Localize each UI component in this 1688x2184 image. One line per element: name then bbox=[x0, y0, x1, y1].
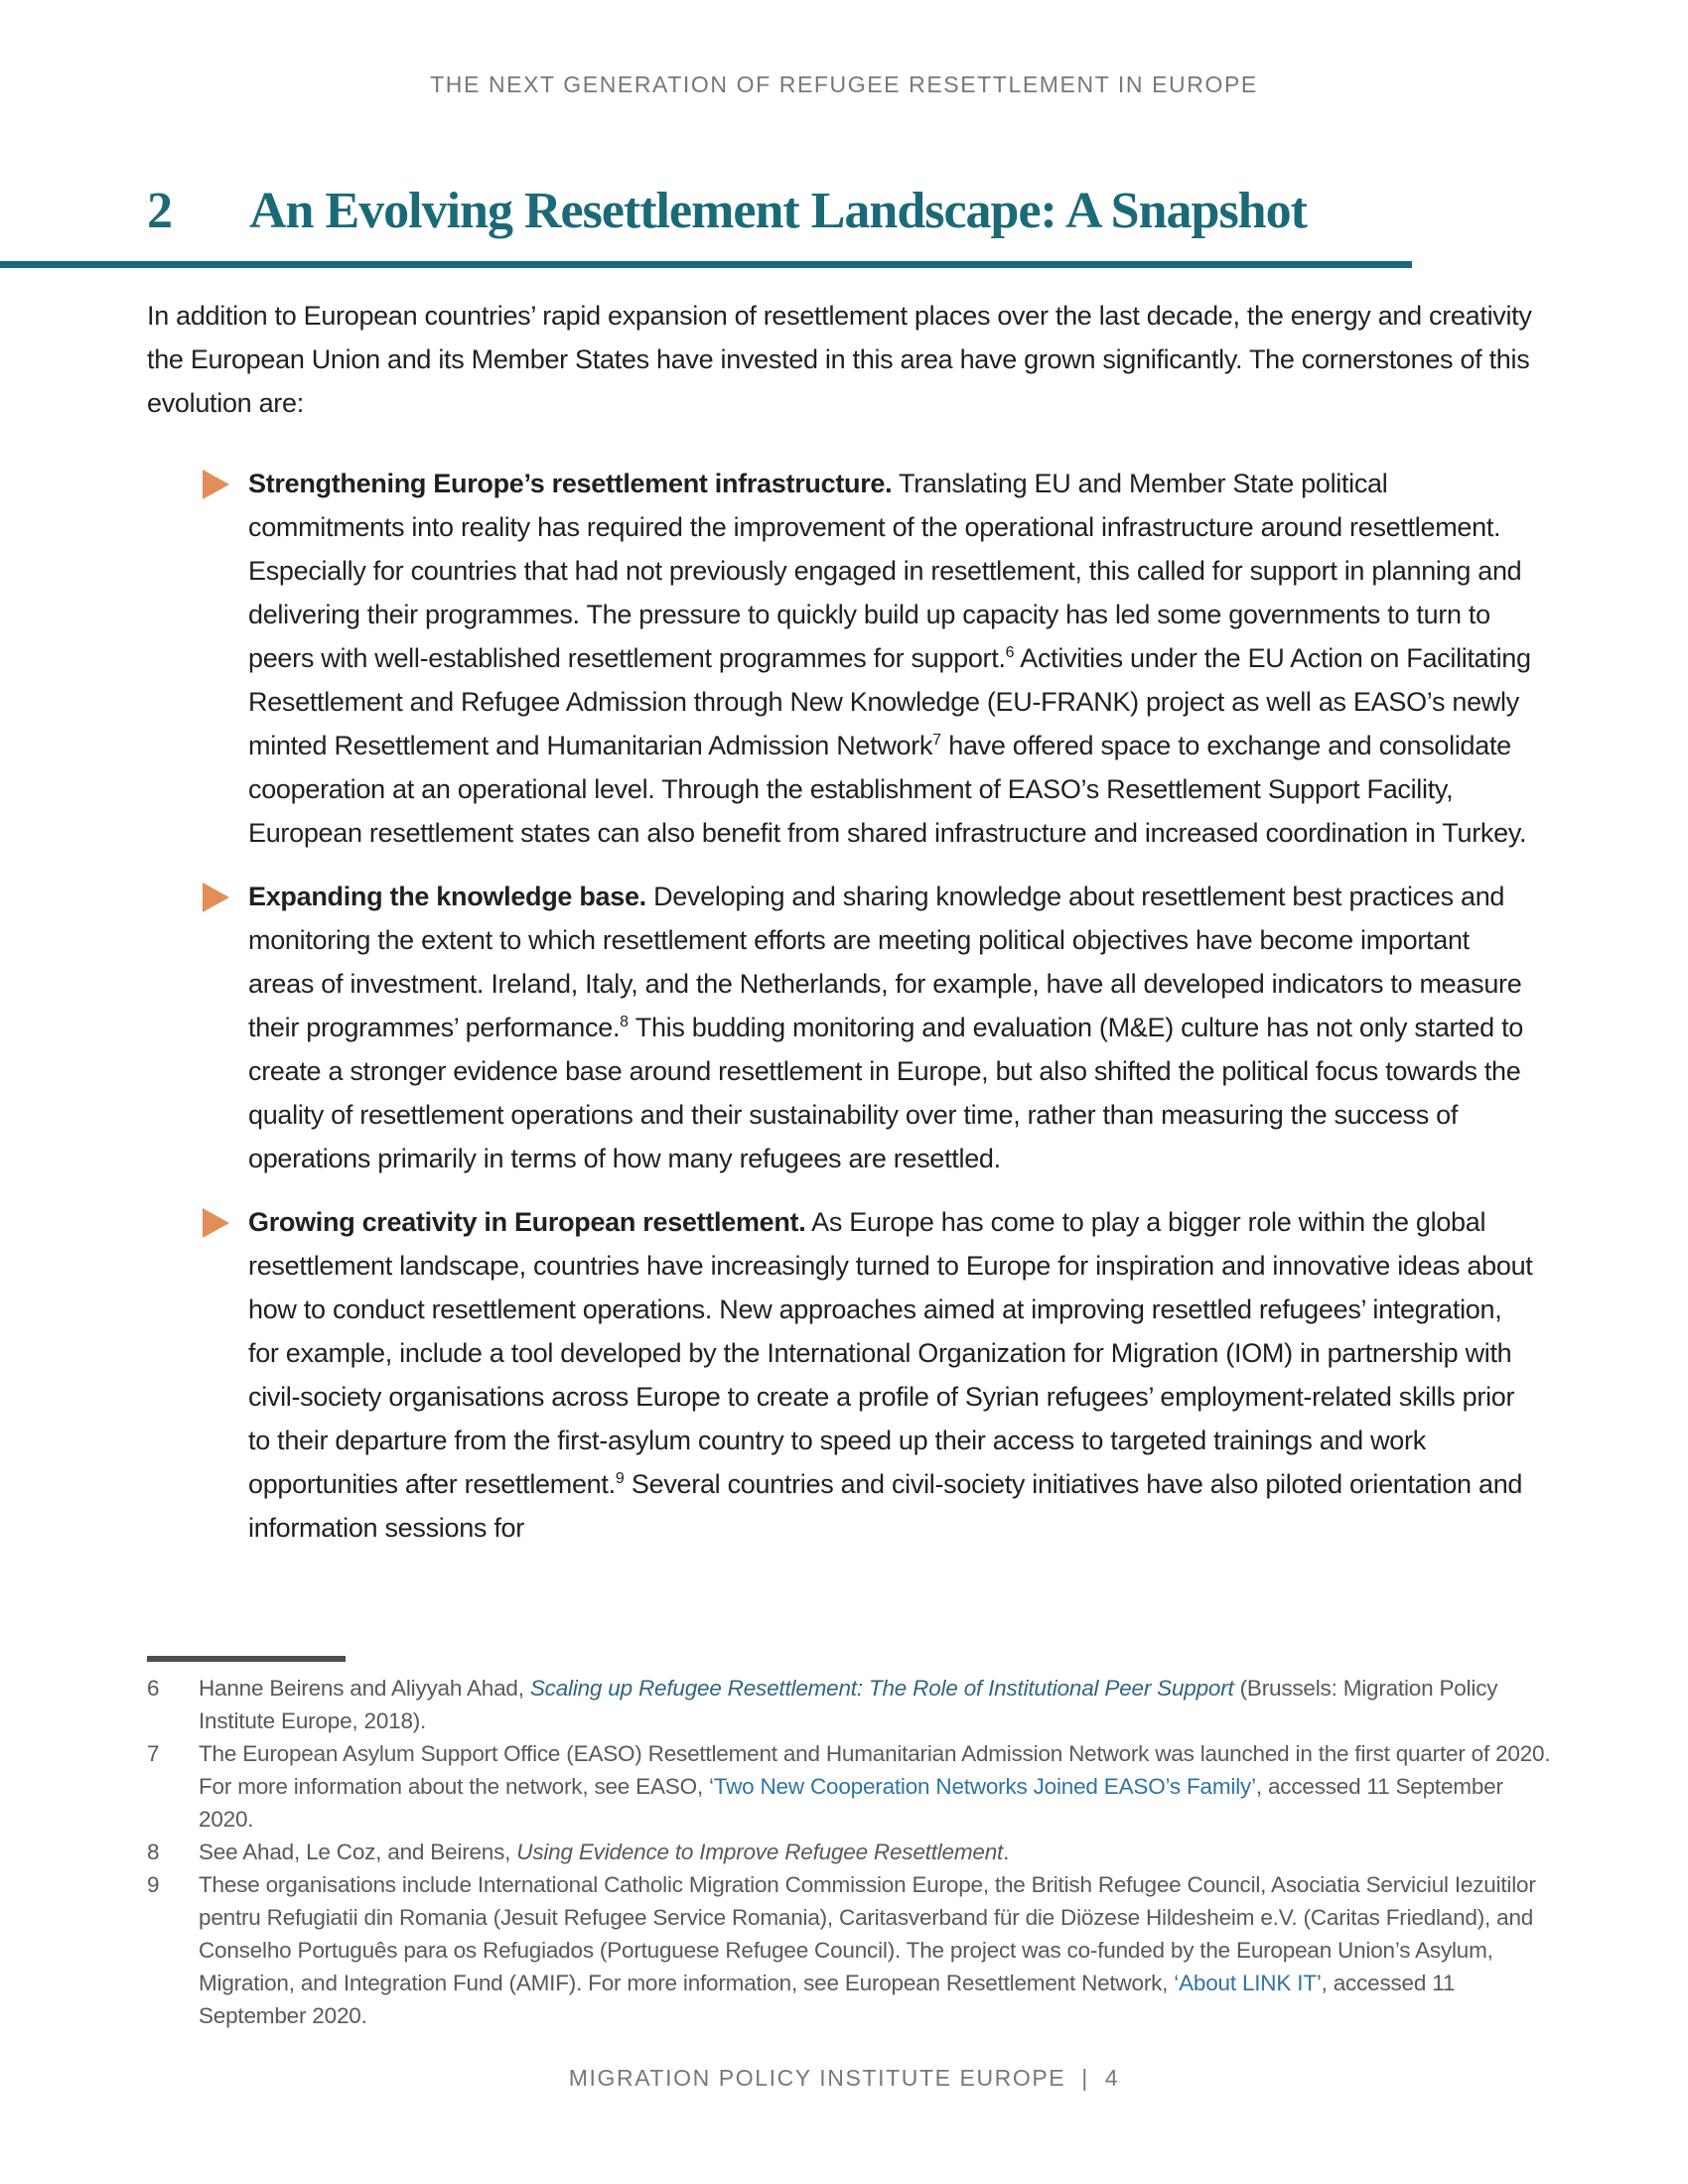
footnote-text bbox=[199, 1672, 1557, 1737]
footnote-number: 8 bbox=[147, 1840, 160, 1864]
footnote-link[interactable]: About LINK IT bbox=[1179, 1971, 1317, 1995]
bullet-segment: Activities under the EU Action on Facilitating Resettlement and Refugee Admission through New Knowledge (EU-FRANK) project as well as EASO’s newly minted Resettlement and Humanitarian Admission Network bbox=[248, 643, 1531, 760]
bullet-lead: Growing creativity in European resettlement. bbox=[248, 1207, 806, 1237]
footer-separator: | bbox=[1081, 2065, 1089, 2091]
footnote-number: 6 bbox=[147, 1676, 160, 1701]
section-number: 2 bbox=[147, 183, 172, 239]
footnote-segment: Hanne Beirens and Aliyyah Ahad, bbox=[199, 1676, 530, 1701]
footnote-list bbox=[147, 1672, 1557, 2032]
bullet-segment: This budding monitoring and evaluation (M&E) culture has not only started to create a stronger evidence base around resettlement in Europe, but also shifted the political focus towards the quality of resettlement operations and their sustainability over time, rather than measuring the success of operations primarily in terms of how many refugees are resettled. bbox=[248, 1013, 1523, 1173]
footnote-divider bbox=[147, 1656, 346, 1662]
footnote-ref: 8 bbox=[620, 1014, 630, 1030]
section-heading bbox=[147, 182, 1569, 241]
intro-paragraph: In addition to European countries’ rapid expansion of resettlement places over the last decade, the energy and creativity the European Union and its Member States have invested in this area have grown significantly. The cornerstones of this evolution are: bbox=[147, 301, 1532, 418]
footer-page-number: 4 bbox=[1104, 2065, 1120, 2091]
footnote-link[interactable]: Scaling up Refugee Resettlement: The Role of Institutional Peer Support bbox=[529, 1676, 1234, 1701]
footnote-text bbox=[199, 1868, 1557, 2032]
bullet-segment: Several countries and civil-society initiatives have also piloted orientation and information sessions for bbox=[248, 1469, 1523, 1543]
bullet-item bbox=[203, 462, 1539, 855]
footnote-segment: ’, accessed 11 September 2020. bbox=[199, 1971, 1456, 2028]
footnote-segment: ’, accessed 11 September 2020. bbox=[199, 1774, 1503, 1832]
footnote-link[interactable]: Two New Cooperation Networks Joined EASO’s Family bbox=[713, 1774, 1252, 1799]
bullet-text bbox=[248, 875, 1539, 1180]
footnote-row bbox=[147, 1737, 1557, 1836]
footer-text: MIGRATION POLICY INSTITUTE EUROPE bbox=[568, 2065, 1066, 2091]
footnote-text bbox=[199, 1836, 1557, 1868]
footnote-row bbox=[147, 1672, 1557, 1737]
bullet-text bbox=[248, 1200, 1539, 1550]
bullet-segment: As Europe has come to play a bigger role within the global resettlement landscape, countries have increasingly turned to Europe for inspiration and innovative ideas about how to conduct resettlement operations. New approaches aimed at improving resettled refugees’ integration, for example, include a tool developed by the International Organization for Migration (IOM) in partnership with civil-society organisations across Europe to create a profile of Syrian refugees’ employment-related skills prior to their departure from the first-asylum country to speed up their access to targeted trainings and work opportunities after resettlement. bbox=[248, 1207, 1533, 1499]
footnote-number: 7 bbox=[147, 1741, 160, 1766]
footnote-row bbox=[147, 1836, 1557, 1868]
bullet-lead: Strengthening Europe’s resettlement infrastructure. bbox=[248, 469, 893, 498]
footnote-number: 9 bbox=[147, 1872, 160, 1897]
bullet-list bbox=[203, 462, 1539, 1570]
bullet-text bbox=[248, 462, 1539, 855]
footnote-segment: See Ahad, Le Coz, and Beirens, bbox=[199, 1840, 517, 1864]
running-header: THE NEXT GENERATION OF REFUGEE RESETTLEMENT IN EUROPE bbox=[430, 71, 1258, 97]
footnote-segment: These organisations include International Catholic Migration Commission Europe, the British Refugee Council, Asociatia Serviciul Iezuitilor pentru Refugiatii din Romania (Jesuit Refugee Service Romania), Caritasverband für die Diözese Hildesheim e.V. (Caritas Friedland), and Conselho Português para os Refugiados (Portuguese Refugee Council). The project was co-funded by the European Union’s Asylum, Migration, and Integration Fund (AMIF). For more information, see European Resettlement Network, ‘ bbox=[199, 1872, 1536, 1995]
section-title: An Evolving Resettlement Landscape: A Snapshot bbox=[249, 183, 1307, 239]
bullet-segment: Translating EU and Member State political commitments into reality has required the improvement of the operational infrastructure around resettlement. Especially for countries that had not previously engaged in resettlement, this called for support in planning and delivering their programmes. The pressure to quickly build up capacity has led some governments to turn to peers with well-established resettlement programmes for support. bbox=[248, 469, 1522, 673]
footnote-ref: 6 bbox=[1005, 644, 1015, 661]
footnote-ref: 7 bbox=[932, 732, 942, 749]
title-rule bbox=[0, 261, 1412, 268]
bullet-item bbox=[203, 875, 1539, 1180]
bullet-lead: Expanding the knowledge base. bbox=[248, 882, 646, 911]
footnote-ref: 9 bbox=[615, 1470, 625, 1487]
footnote-segment: (Brussels: Migration Policy Institute Europe, 2018). bbox=[199, 1676, 1498, 1733]
page-footer bbox=[0, 2065, 1688, 2092]
footnote-segment: . bbox=[1003, 1840, 1010, 1864]
footnote-segment: The European Asylum Support Office (EASO) Resettlement and Humanitarian Admission Network was launched in the first quarter of 2020. For more information about the network, see EASO, ‘ bbox=[199, 1741, 1551, 1799]
bullet-segment: Developing and sharing knowledge about resettlement best practices and monitoring the extent to which resettlement efforts are meeting political objectives have become important areas of investment. Ireland, Italy, and the Netherlands, for example, have all developed indicators to measure their programmes’ performance. bbox=[248, 882, 1522, 1042]
bullet-segment: have offered space to exchange and consolidate cooperation at an operational level. Through the establishment of EASO’s Resettlement Support Facility, European resettlement states can also benefit from shared infrastructure and increased coordination in Turkey. bbox=[248, 731, 1527, 848]
footnote-text bbox=[199, 1737, 1557, 1836]
footnote-segment: Using Evidence to Improve Refugee Resettlement bbox=[516, 1840, 1004, 1864]
bullet-item bbox=[203, 1200, 1539, 1550]
footnote-row bbox=[147, 1868, 1557, 2032]
